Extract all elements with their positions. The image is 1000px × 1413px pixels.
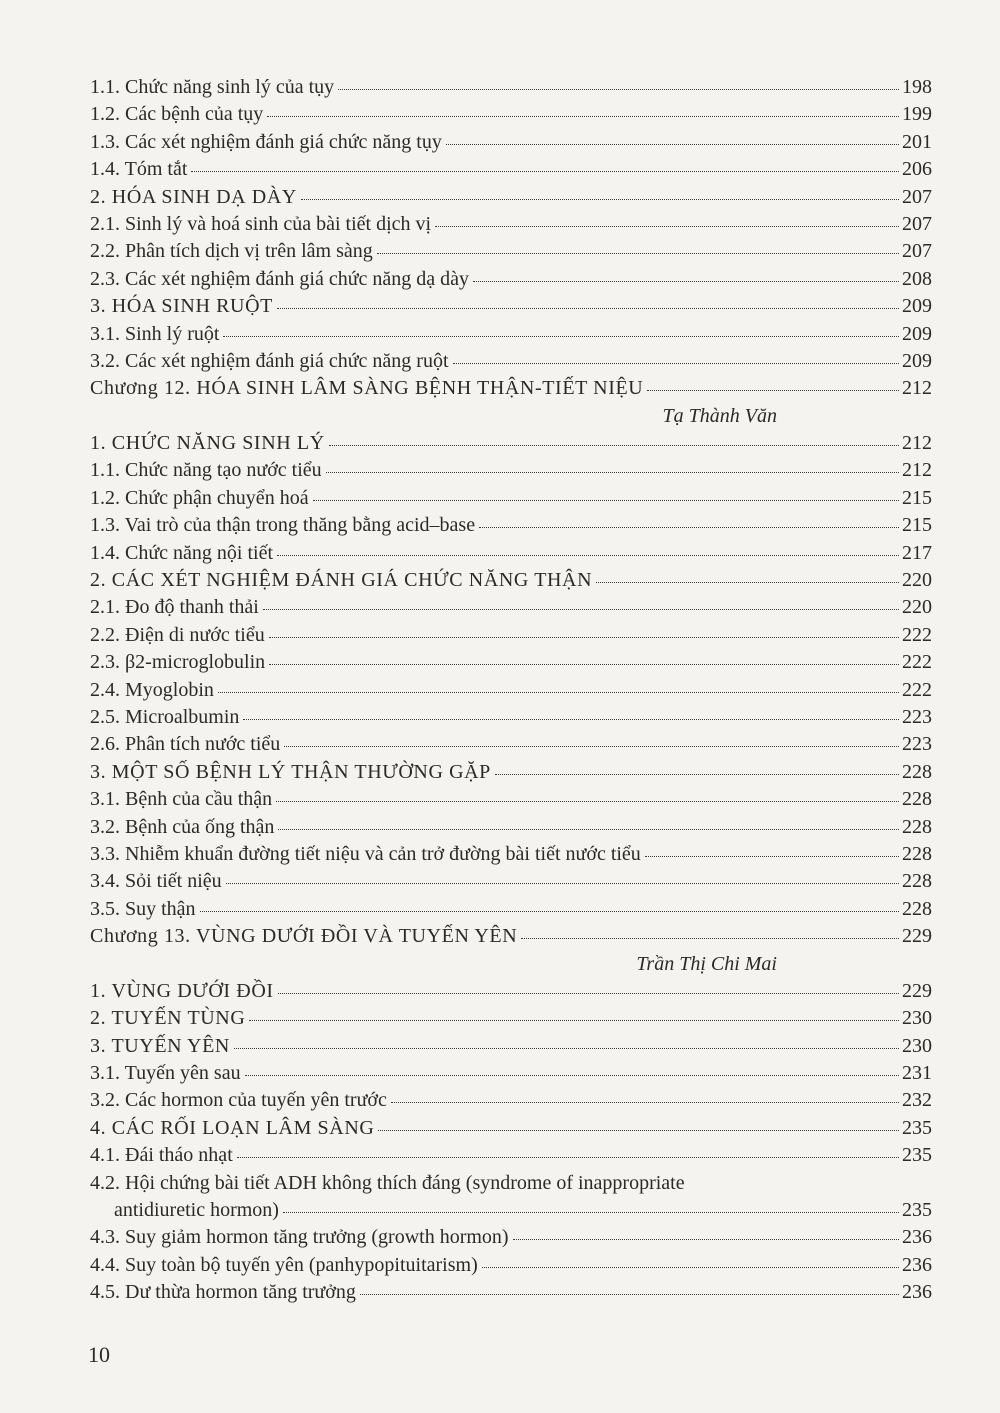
toc-entry-title: 1.1. Chức năng sinh lý của tụy (90, 76, 335, 98)
toc-entry-title: 4.2. Hội chứng bài tiết ADH không thích đáng (syndrome of inappropriate (90, 1171, 685, 1194)
toc-row (90, 1252, 932, 1279)
toc-entry-title: antidiuretic hormon) (114, 1199, 279, 1222)
toc-row (90, 321, 932, 348)
toc-entry-title: 1.1. Chức năng tạo nước tiểu (90, 459, 322, 482)
toc-row (90, 129, 932, 156)
dot-leader (482, 1267, 899, 1268)
toc-row (90, 649, 932, 676)
toc-row (90, 1033, 932, 1060)
dot-leader (326, 472, 899, 473)
toc-row (90, 74, 932, 101)
dot-leader (596, 582, 899, 583)
toc-page-number: 222 (902, 651, 932, 674)
toc-row (90, 101, 932, 128)
toc-page-number: 207 (902, 240, 932, 263)
dot-leader (391, 1102, 899, 1103)
dot-leader (267, 116, 899, 117)
toc-page-number: 220 (902, 569, 932, 592)
toc-chapter-row (90, 923, 932, 950)
toc-row (90, 814, 932, 841)
dot-leader (446, 144, 899, 145)
toc-page-number: 215 (902, 514, 932, 537)
dot-leader (226, 883, 899, 884)
toc-page-number: 209 (902, 295, 932, 318)
toc-entry-title: 3.1. Sinh lý ruột (90, 322, 220, 345)
dot-leader (284, 746, 899, 747)
dot-leader (245, 1075, 899, 1076)
dot-leader (360, 1294, 899, 1295)
toc-row (90, 567, 932, 594)
toc-row (90, 457, 932, 484)
dot-leader (200, 911, 899, 912)
toc-page-number: 232 (902, 1089, 932, 1112)
dot-leader (435, 226, 899, 227)
toc-row (90, 1005, 932, 1032)
toc-page-number: 228 (902, 870, 932, 893)
toc-row (90, 211, 932, 238)
toc-row (90, 1115, 932, 1142)
toc-entry-title: 4.1. Đái tháo nhạt (90, 1144, 233, 1167)
toc-row (90, 238, 932, 265)
toc-row (90, 841, 932, 868)
toc-row (90, 677, 932, 704)
toc-row (90, 896, 932, 923)
toc-page-number: 212 (902, 459, 932, 482)
toc-entry-title: 1.2. Các bệnh của tụy (90, 103, 264, 126)
toc-row (90, 594, 932, 621)
toc-entry-title: 1.4. Tóm tắt (90, 158, 188, 181)
toc-entry-title: 4.5. Dư thừa hormon tăng trưởng (90, 1281, 356, 1304)
toc-entry-title: 2.3. Các xét nghiệm đánh giá chức năng dạ dày (90, 267, 470, 290)
toc-row (90, 184, 932, 211)
toc-entry-title: 1.2. Chức phận chuyển hoá (90, 486, 309, 509)
dot-leader (269, 664, 899, 665)
toc-entry-title: 3.2. Các hormon của tuyến yên trước (90, 1089, 387, 1112)
dot-leader (278, 993, 899, 994)
toc-page-number: 236 (902, 1253, 932, 1276)
toc-row (90, 978, 932, 1005)
dot-leader (237, 1157, 899, 1158)
toc-row (90, 1087, 932, 1114)
toc-entry-title: 2.6. Phân tích nước tiểu (90, 733, 281, 756)
toc-page-number: 223 (902, 733, 932, 756)
toc-chapter-row (90, 375, 932, 402)
toc-entry-title: 1.3. Vai trò của thận trong thăng bằng acid–base (90, 514, 476, 537)
toc-entry-title: 3.2. Bệnh của ống thận (90, 815, 275, 838)
dot-leader (645, 856, 899, 857)
toc-entry-title: 1. CHỨC NĂNG SINH LÝ (90, 432, 325, 455)
toc-entry-title: Chương 13. VÙNG DƯỚI ĐỒI VÀ TUYẾN YÊN (90, 925, 518, 948)
toc-page-number: 201 (902, 130, 932, 153)
dot-leader (473, 281, 899, 282)
toc-row (90, 430, 932, 457)
toc-entry-title: 3.4. Sỏi tiết niệu (90, 870, 222, 893)
toc-page-number: 222 (902, 623, 932, 646)
toc-entry-title: 1.3. Các xét nghiệm đánh giá chức năng tụy (90, 130, 442, 153)
toc-page-number: 228 (902, 842, 932, 865)
toc-page-number: 230 (902, 1007, 932, 1030)
toc-entry-title: 3.1. Tuyến yên sau (90, 1062, 241, 1085)
chapter-author: Trần Thị Chi Mai (636, 952, 777, 975)
toc-row (90, 293, 932, 320)
toc-row (90, 485, 932, 512)
toc-entry-title: 1. VÙNG DƯỚI ĐỒI (90, 979, 274, 1002)
dot-leader (495, 774, 899, 775)
toc-entry-title: 3. MỘT SỐ BỆNH LÝ THẬN THƯỜNG GẶP (90, 760, 491, 783)
dot-leader (453, 363, 899, 364)
toc-row (90, 266, 932, 293)
toc-entry-title: 3.2. Các xét nghiệm đánh giá chức năng ruột (90, 349, 449, 372)
toc-page-number: 209 (902, 349, 932, 372)
toc-row (90, 1224, 932, 1251)
dot-leader (269, 637, 899, 638)
toc-entry-title: 3.1. Bệnh của cầu thận (90, 788, 273, 811)
chapter-author: Tạ Thành Văn (662, 404, 777, 427)
toc-row (90, 1170, 932, 1197)
toc-entry-title: 4. CÁC RỐI LOẠN LÂM SÀNG (90, 1116, 375, 1139)
toc-row (90, 731, 932, 758)
toc-page-number: 207 (902, 185, 932, 208)
toc-row (90, 759, 932, 786)
toc-page-number: 222 (902, 678, 932, 701)
toc-page-number: 235 (902, 1144, 932, 1167)
toc-page-number: 199 (902, 103, 932, 126)
toc-page-number: 228 (902, 897, 932, 920)
dot-leader (191, 171, 899, 172)
toc-page-number: 209 (902, 322, 932, 345)
toc-page-number: 212 (902, 432, 932, 455)
dot-leader (249, 1020, 899, 1021)
dot-leader (338, 89, 899, 90)
toc-page-number: 231 (902, 1062, 932, 1085)
dot-leader (301, 199, 899, 200)
toc-entry-title: 2.1. Sinh lý và hoá sinh của bài tiết dịch vị (90, 212, 432, 235)
toc-entry-title: 2.1. Đo độ thanh thải (90, 596, 259, 619)
toc-page-number: 235 (902, 1199, 932, 1222)
toc-row (90, 1197, 932, 1224)
dot-leader (218, 692, 899, 693)
toc-entry-title: 2.5. Microalbumin (90, 705, 240, 728)
toc-page-number: 206 (902, 158, 932, 181)
dot-leader (278, 829, 899, 830)
toc-row (90, 1279, 932, 1306)
dot-leader (243, 719, 899, 720)
toc-row (90, 156, 932, 183)
toc-entry-title: 1.4. Chức năng nội tiết (90, 541, 274, 564)
toc-page-number: 207 (902, 212, 932, 235)
toc-page-number: 229 (902, 925, 932, 948)
toc-page-number: 228 (902, 760, 932, 783)
toc-page-number: 223 (902, 705, 932, 728)
toc-row (90, 704, 932, 731)
toc-entry-title: 3.5. Suy thận (90, 897, 196, 920)
dot-leader (223, 336, 899, 337)
dot-leader (513, 1239, 899, 1240)
toc-page-number: 236 (902, 1226, 932, 1249)
dot-leader (521, 938, 899, 939)
toc-page-number: 220 (902, 596, 932, 619)
toc-page-number: 217 (902, 541, 932, 564)
toc-row (90, 512, 932, 539)
dot-leader (283, 1212, 899, 1213)
toc-page-number: 212 (902, 377, 932, 400)
toc-page-number: 198 (902, 76, 932, 98)
table-of-contents (90, 74, 932, 1307)
toc-page-number: 215 (902, 486, 932, 509)
toc-page-number: 229 (902, 979, 932, 1002)
toc-entry-title: 2.3. β2-microglobulin (90, 651, 266, 674)
toc-entry-title: 2.4. Myoglobin (90, 678, 214, 701)
toc-row (90, 622, 932, 649)
toc-page-number: 228 (902, 815, 932, 838)
toc-entry-title: 2. HÓA SINH DẠ DÀY (90, 185, 297, 208)
dot-leader (647, 390, 899, 391)
toc-entry-title: 3. TUYẾN YÊN (90, 1034, 230, 1057)
toc-entry-title: 3. HÓA SINH RUỘT (90, 295, 273, 318)
toc-page-number: 208 (902, 267, 932, 290)
toc-row (90, 868, 932, 895)
toc-entry-title: Chương 12. HÓA SINH LÂM SÀNG BỆNH THẬN-TIẾT NIỆU (90, 377, 644, 400)
dot-leader (479, 527, 899, 528)
toc-row (90, 1142, 932, 1169)
dot-leader (277, 555, 899, 556)
dot-leader (313, 500, 899, 501)
toc-entry-title: 2. CÁC XÉT NGHIỆM ĐÁNH GIÁ CHỨC NĂNG THẬN (90, 569, 593, 592)
dot-leader (329, 445, 899, 446)
toc-page-number: 236 (902, 1281, 932, 1304)
toc-page-number: 230 (902, 1034, 932, 1057)
toc-entry-title: 3.3. Nhiễm khuẩn đường tiết niệu và cản trở đường bài tiết nước tiểu (90, 842, 641, 865)
dot-leader (378, 1130, 899, 1131)
toc-entry-title: 2.2. Phân tích dịch vị trên lâm sàng (90, 240, 373, 263)
toc-entry-title: 4.4. Suy toàn bộ tuyến yên (panhypopituitarism) (90, 1253, 478, 1276)
toc-page-number: 235 (902, 1116, 932, 1139)
dot-leader (377, 253, 899, 254)
toc-entry-title: 2.2. Điện di nước tiểu (90, 623, 265, 646)
toc-row (90, 348, 932, 375)
toc-entry-title: 4.3. Suy giảm hormon tăng trưởng (growth hormon) (90, 1226, 509, 1249)
toc-row (90, 786, 932, 813)
dot-leader (277, 308, 899, 309)
page-number: 10 (88, 1342, 110, 1367)
toc-entry-title: 2. TUYẾN TÙNG (90, 1007, 246, 1030)
toc-row (90, 540, 932, 567)
toc-page-number: 228 (902, 788, 932, 811)
dot-leader (263, 609, 899, 610)
dot-leader (276, 801, 899, 802)
toc-row (90, 1060, 932, 1087)
dot-leader (234, 1048, 899, 1049)
